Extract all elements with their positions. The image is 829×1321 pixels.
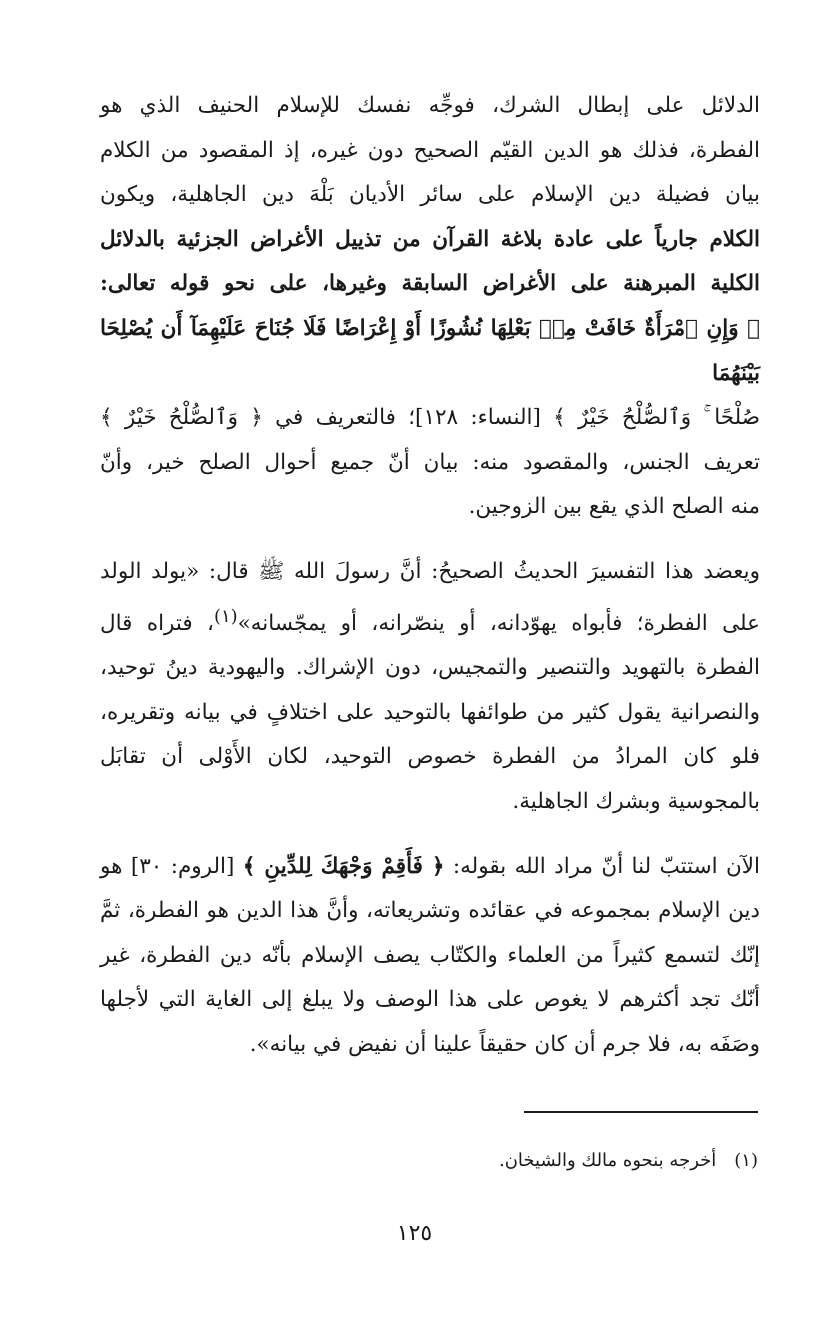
paragraph-3-text-a: الآن استتبّ لنا أنّ مراد الله بقوله:	[444, 853, 760, 879]
text-line: صُلْحًا ۚ وَٱلصُّلْحُ خَيْرٌ ﴾ [النساء: ١٢٨]؛ فالتعريف في ﴿ وَٱلصُّلْحُ خَيْرٌ ﴾	[100, 405, 760, 431]
page-number: ١٢٥	[396, 1221, 433, 1246]
paragraph-2	[100, 550, 760, 825]
text-line: تعريف الجنس، والمقصود منه: بيان أنّ جميع أحوال الصلح خير، وأنّ	[100, 449, 760, 475]
text-line-bold: الكلام جارياً على عادة بلاغة القرآن من تذييل الأغراض الجزئية بالدلائل	[100, 226, 760, 252]
footnote-reference: (١)	[213, 605, 238, 627]
text-line: الدلائل على إبطال الشرك، فوجِّه نفسك للإسلام الحنيف الذي هو	[100, 93, 760, 118]
footnote-text: أخرجه بنحوه مالك والشيخان.	[498, 1150, 717, 1171]
text-line: بيان فضيلة دين الإسلام على سائر الأديان بَلْهَ دين الجاهلية، ويكون	[100, 182, 760, 208]
text-line: الفطرة، فذلك هو الدين القيّم الصحيح دون غيره، إذ المقصود من الكلام	[100, 137, 760, 163]
text-line-bold: الكلية المبرهنة على الأغراض السابقة وغيرها، على نحو قوله تعالى:	[100, 271, 760, 297]
quran-verse-line: ﴿ وَإِنِ ٱمْرَأَةٌ خَافَتْ مِنۢ بَعْلِهَا نُشُوزًا أَوْ إِعْرَاضًا فَلَا جُنَاحَ عَلَيْهِمَآ أَن يُصْلِحَا بَيْنَهُمَا	[100, 315, 760, 386]
paragraph-2-text-b: ، فتراه قال الفطرة بالتهويد والتنصير والتمجيس، دون الإشراك. واليهودية دينُ توحيد، والنصرانية يقول كثير من طوائفها بالتوحيد على اختلافٍ في بيانه وتقريره، فلو كان المرادُ من الفطرة خصوص التوحيد، لكان الأَوْلى أن تقابَل بالمجوسية وبشرك الجاهلية.	[100, 610, 760, 815]
footnote-divider	[524, 1111, 758, 1113]
paragraph-3-text-b: [الروم: ٣٠] هو دين الإسلام بمجموعه في عقائده وتشريعاته، وأنَّ هذا الدين هو الفطرة، ثمَّ إنّك لتسمع كثيراً من العلماء والكتّاب يصف الإسلام بأنّه دين الفطرة، غير أنّك تجد أكثرهم لا يغوص على هذا الوصف ولا يبلغ إلى الغاية التي لأجلها وصَفَه به، فلا جرم أن كان حقيقاً علينا أن نفيض في بيانه».	[100, 853, 760, 1058]
page-body	[100, 84, 760, 1068]
paragraph-2-text-a: ويعضد هذا التفسيرَ الحديثُ الصحيحُ: أنَّ رسولَ الله ﷺ قال: «يولد الولد على الفطرة؛ فأبواه يهوّدانه، أو ينصّرانه، أو يمجّسانه»	[100, 558, 760, 636]
footnote-number: (١)	[734, 1150, 758, 1171]
quran-verse: ﴿ فَأَقِمْ وَجْهَكَ لِلدِّينِ ﴾	[242, 853, 445, 879]
footnote	[98, 1146, 758, 1176]
paragraph-1	[100, 84, 760, 530]
paragraph-3	[100, 845, 760, 1068]
text-line: منه الصلح الذي يقع بين الزوجين.	[468, 494, 760, 520]
